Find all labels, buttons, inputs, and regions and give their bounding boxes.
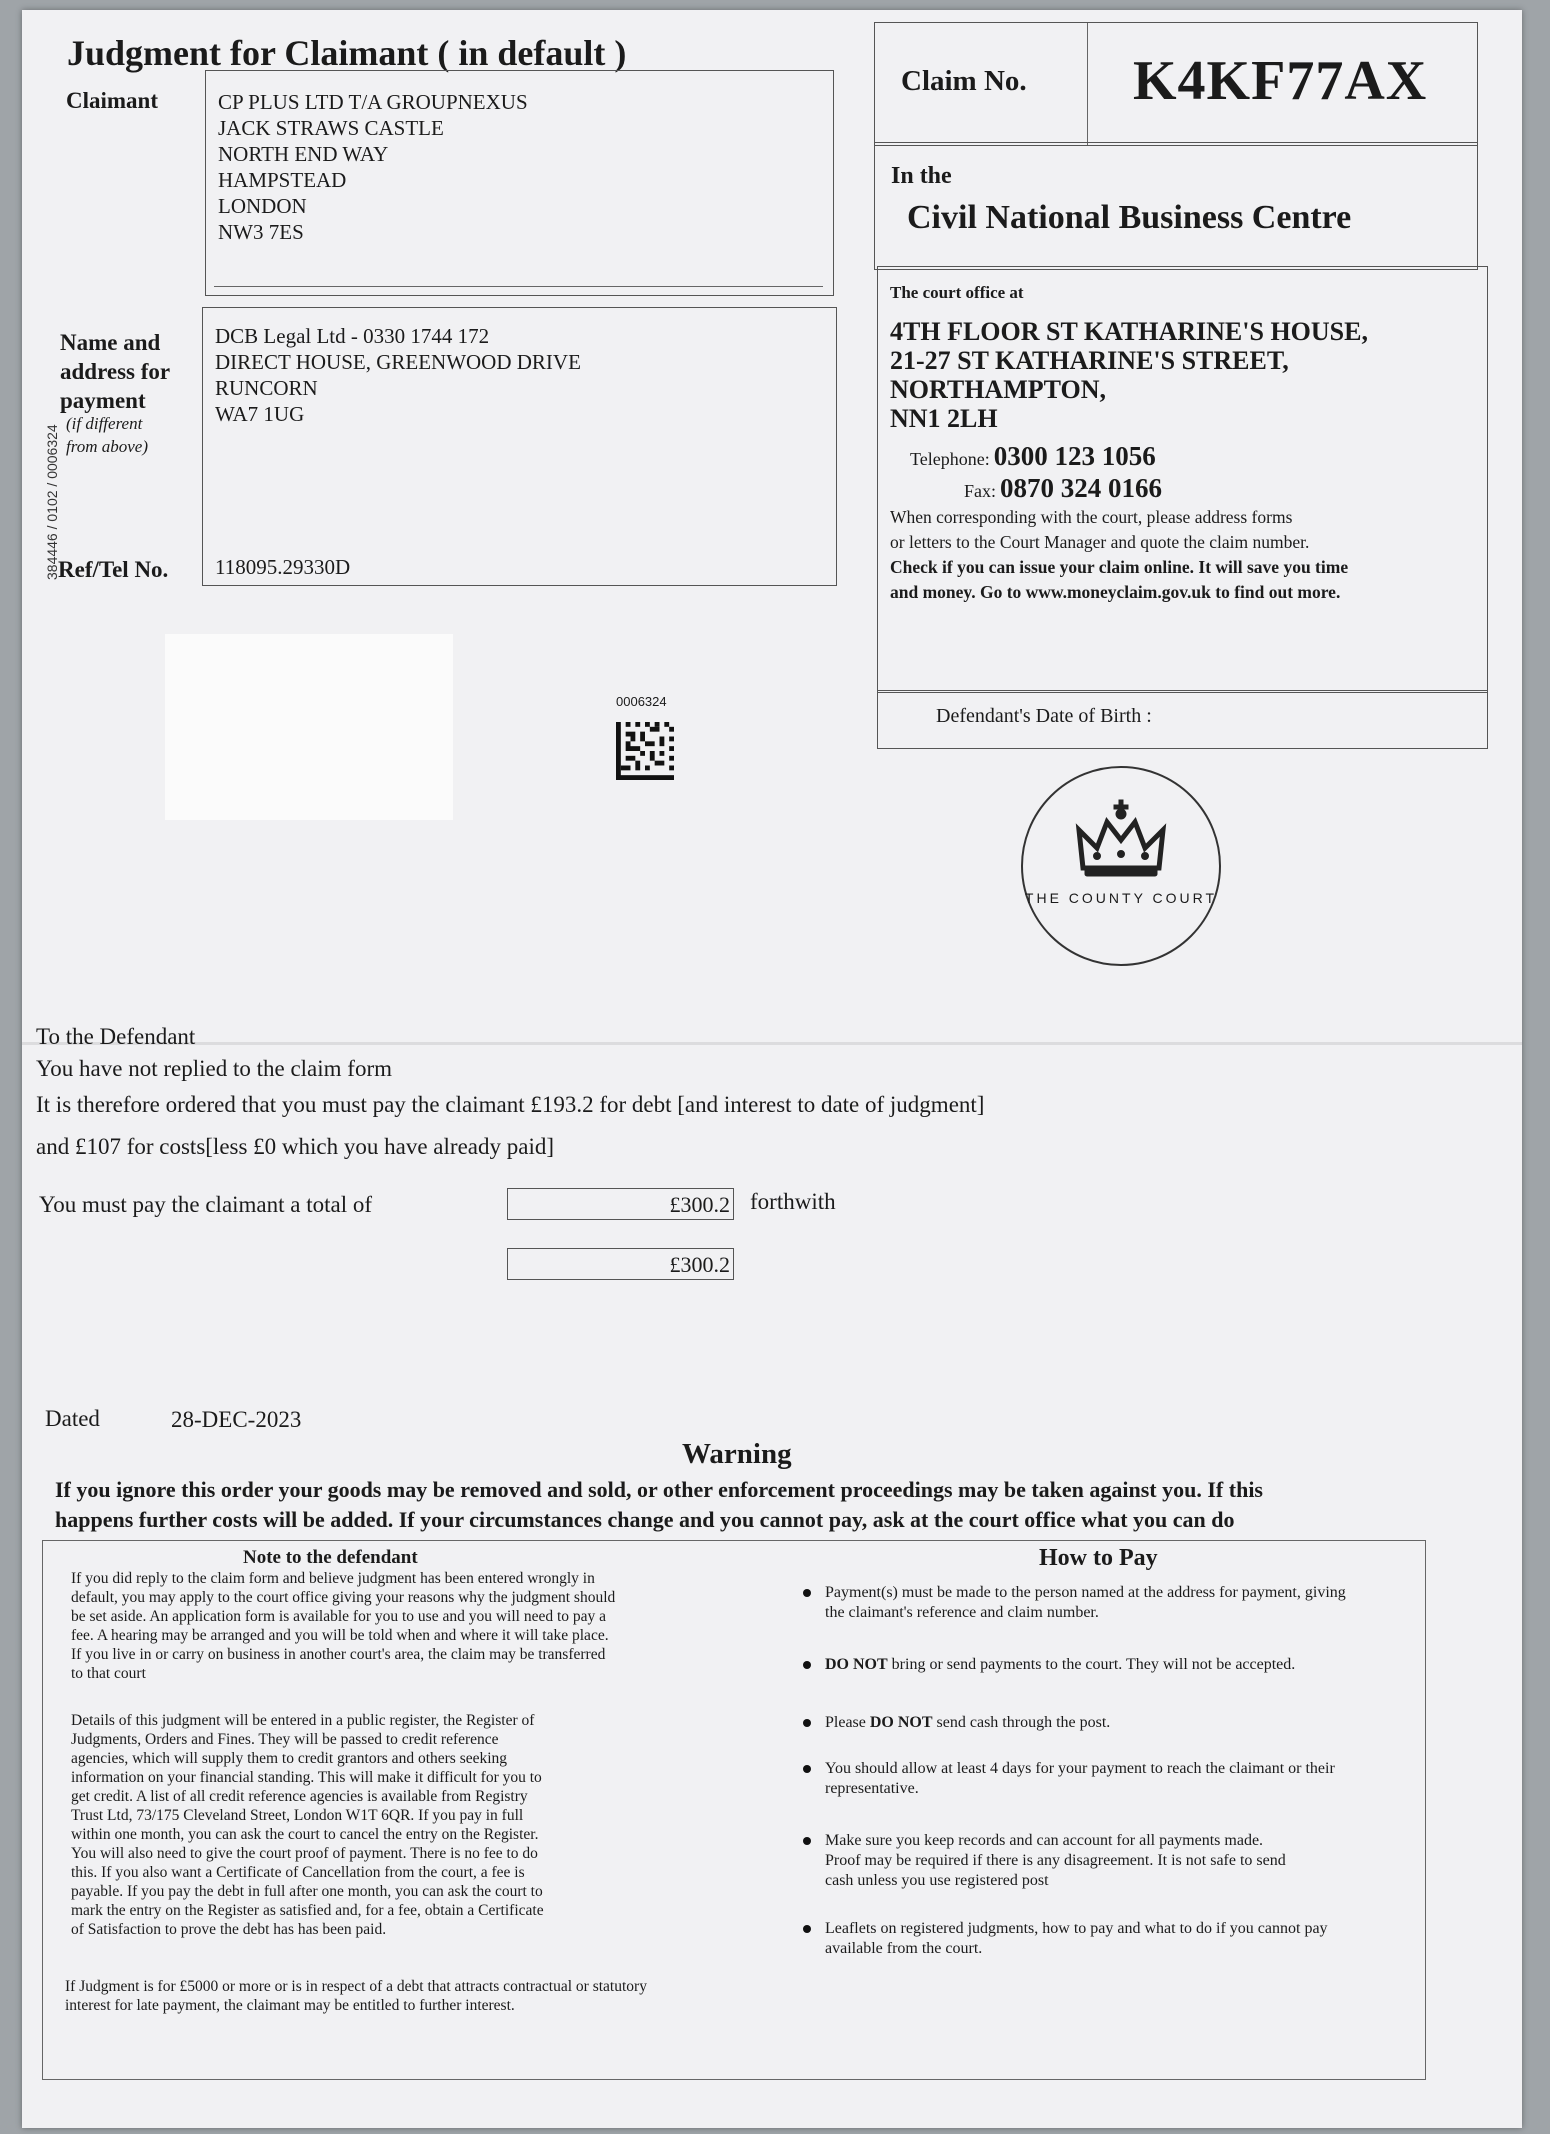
court-address-line: 4TH FLOOR ST KATHARINE'S HOUSE, xyxy=(890,317,1368,346)
note-line: You will also need to give the court proof of payment. There is no fee to do xyxy=(71,1845,538,1862)
county-court-seal xyxy=(1021,766,1221,966)
note-line: interest for late payment, the claimant may be entitled to further interest. xyxy=(65,1997,515,2014)
note-line: Trust Ltd, 73/175 Cleveland Street, London W1T 6QR. If you pay in full xyxy=(71,1807,524,1824)
note-paragraph-1 xyxy=(71,1569,731,1683)
pay-bullet-6 xyxy=(825,1919,1328,1959)
dob-box xyxy=(877,690,1488,749)
payment-address xyxy=(215,323,581,427)
in-the-label: In the xyxy=(891,163,952,189)
bullet-line: cash unless you use registered post xyxy=(825,1872,1049,1889)
court-address-line: 21-27 ST KATHARINE'S STREET, xyxy=(890,346,1289,375)
divider xyxy=(214,286,823,287)
note-line: If you live in or carry on business in another court's area, the claim may be transferred xyxy=(71,1646,606,1663)
paper-fold xyxy=(22,1042,1522,1045)
pay-bullet-2 xyxy=(825,1655,1295,1675)
dated-value: 28-DEC-2023 xyxy=(171,1407,302,1432)
note-line: If Judgment is for £5000 or more or is in respect of a debt that attracts contractual or statutory xyxy=(65,1978,647,1995)
bullet-line: representative. xyxy=(825,1780,919,1797)
payment-note xyxy=(66,412,148,458)
claimant-line: NW3 7ES xyxy=(218,220,304,244)
bullet-text: bring or send payments to the court. They will not be accepted. xyxy=(887,1656,1296,1673)
payment-label-line: address for xyxy=(60,359,171,384)
fax-label: Fax: xyxy=(964,481,997,501)
note-line: within one month, you can ask the court to cancel the entry on the Register. xyxy=(71,1826,539,1843)
court-name: Civil National Business Centre xyxy=(907,199,1352,236)
bullet-bold: DO NOT xyxy=(825,1656,888,1673)
note-line: default, you may apply to the court office giving your reasons why the judgment should xyxy=(71,1589,616,1606)
order-line-1: It is therefore ordered that you must pay the claimant £193.2 for debt [and interest to date of judgment] xyxy=(36,1092,985,1117)
payment-note-line: from above) xyxy=(66,437,148,456)
note-paragraph-3 xyxy=(65,1977,765,2015)
claimant-line: JACK STRAWS CASTLE xyxy=(218,116,444,140)
fax-number: 0870 324 0166 xyxy=(1000,473,1163,503)
court-address-line: NN1 2LH xyxy=(890,404,998,433)
payment-line: WA7 1UG xyxy=(215,402,305,426)
redacted-area xyxy=(165,634,453,820)
claimant-line: HAMPSTEAD xyxy=(218,168,347,192)
claimant-label: Claimant xyxy=(66,88,158,113)
forthwith-text: forthwith xyxy=(750,1189,836,1214)
court-box xyxy=(874,142,1478,270)
ref-label: Ref/Tel No. xyxy=(58,557,169,582)
warning-heading: Warning xyxy=(682,1438,792,1470)
bullet-bold: DO NOT xyxy=(869,1714,933,1731)
court-address-line: NORTHAMPTON, xyxy=(890,375,1106,404)
divider xyxy=(1087,23,1088,145)
fax-row xyxy=(964,473,1162,504)
dob-label: Defendant's Date of Birth : xyxy=(936,705,1152,727)
payment-box xyxy=(202,307,837,586)
claimant-line: LONDON xyxy=(218,194,307,218)
barcode-number: 0006324 xyxy=(616,694,667,709)
payment-line: RUNCORN xyxy=(215,376,318,400)
pay-bullet-1 xyxy=(825,1583,1346,1623)
telephone-row xyxy=(910,441,1156,472)
correspondence-note xyxy=(890,505,1309,555)
notes-box xyxy=(42,1540,1426,2080)
payment-label-line: payment xyxy=(60,388,146,413)
claimant-box xyxy=(205,70,834,296)
bullet-line: Leaflets on registered judgments, how to pay and what to do if you cannot pay xyxy=(825,1920,1328,1937)
bullet-line: the claimant's reference and claim number. xyxy=(825,1604,1099,1621)
note-heading: Note to the defendant xyxy=(243,1547,418,1568)
payment-label-line: Name and xyxy=(60,330,161,355)
to-defendant: To the Defendant xyxy=(36,1024,196,1049)
pay-bullet-3 xyxy=(825,1713,1110,1733)
note-line: Details of this judgment will be entered in a public register, the Register of xyxy=(71,1712,535,1729)
total-label: You must pay the claimant a total of xyxy=(39,1192,373,1217)
claimant-line: NORTH END WAY xyxy=(218,142,389,166)
note-line: be set aside. An application form is available for you to use and you will need to pay a xyxy=(71,1608,607,1625)
warning-line: If you ignore this order your goods may be removed and sold, or other enforcement proceedings may be taken against you. If this xyxy=(55,1477,1263,1502)
note-line: to that court xyxy=(71,1665,146,1682)
dated-label: Dated xyxy=(45,1406,100,1431)
pay-bullet-4 xyxy=(825,1759,1335,1799)
document-title: Judgment for Claimant ( in default ) xyxy=(67,33,627,73)
note-line: payable. If you pay the debt in full after one month, you can ask the court to xyxy=(71,1883,543,1900)
payment-line: DCB Legal Ltd - 0330 1744 172 xyxy=(215,324,490,348)
claim-number: K4KF77AX xyxy=(1133,50,1428,112)
online-line: and money. Go to www.moneyclaim.gov.uk to find out more. xyxy=(890,582,1341,602)
note-line: this. If you also want a Certificate of Cancellation from the court, a fee is xyxy=(71,1864,525,1881)
warning-text xyxy=(55,1475,1505,1535)
bullet-line: You should allow at least 4 days for your payment to reach the claimant or their xyxy=(825,1760,1335,1777)
claimant-address xyxy=(218,89,528,245)
claim-number-label: Claim No. xyxy=(901,65,1027,97)
crown-icon xyxy=(1023,768,1219,964)
payment-label xyxy=(60,328,170,415)
correspondence-line: When corresponding with the court, please address forms xyxy=(890,507,1293,527)
total-amount: £300.2 xyxy=(507,1188,734,1220)
bullet-line: Proof may be required if there is any disagreement. It is not safe to send xyxy=(825,1852,1286,1869)
warning-line: happens further costs will be added. If your circumstances change and you cannot pay, ask at the court office what you can do xyxy=(55,1507,1235,1532)
telephone-number: 0300 123 1056 xyxy=(993,441,1156,471)
ref-value: 118095.29330D xyxy=(215,555,351,579)
not-replied-text: You have not replied to the claim form xyxy=(36,1056,393,1081)
note-line: Judgments, Orders and Fines. They will be passed to credit reference xyxy=(71,1731,499,1748)
correspondence-line: or letters to the Court Manager and quote the claim number. xyxy=(890,532,1310,552)
note-line: get credit. A list of all credit reference agencies is available from Registry xyxy=(71,1788,528,1805)
note-line: information on your financial standing. This will make it difficult for you to xyxy=(71,1769,542,1786)
margin-reference: 384446 / 0102 / 0006324 xyxy=(44,424,60,580)
pay-bullet-5 xyxy=(825,1831,1286,1891)
how-to-pay-heading: How to Pay xyxy=(1039,1545,1158,1571)
court-office-label: The court office at xyxy=(890,283,1024,302)
bullet-line: available from the court. xyxy=(825,1940,983,1957)
judgment-document xyxy=(22,10,1522,2128)
note-line: If you did reply to the claim form and believe judgment has been entered wrongly in xyxy=(71,1570,595,1587)
bullet-text: send cash through the post. xyxy=(932,1714,1111,1731)
note-line: of Satisfaction to prove the debt has has been paid. xyxy=(71,1921,387,1938)
court-office-box xyxy=(877,266,1488,693)
payment-note-line: (if different xyxy=(66,414,143,433)
bullet-line: Payment(s) must be made to the person named at the address for payment, giving xyxy=(825,1584,1346,1601)
note-line: agencies, which will supply them to credit grantors and others seeking xyxy=(71,1750,508,1767)
online-note xyxy=(890,555,1348,605)
note-paragraph-2 xyxy=(71,1711,731,1939)
bullet-text: Please xyxy=(825,1714,870,1731)
total-amount-2: £300.2 xyxy=(507,1248,734,1280)
datamatrix-code xyxy=(616,722,674,780)
online-line: Check if you can issue your claim online. It will save you time xyxy=(890,557,1349,577)
claim-number-box xyxy=(874,22,1478,146)
court-office-address xyxy=(890,317,1368,433)
claimant-line: CP PLUS LTD T/A GROUPNEXUS xyxy=(218,90,528,114)
seal-text: THE COUNTY COURT xyxy=(1024,890,1218,906)
telephone-label: Telephone: xyxy=(910,449,990,469)
note-line: mark the entry on the Register as satisfied and, for a fee, obtain a Certificate xyxy=(71,1902,544,1919)
payment-line: DIRECT HOUSE, GREENWOOD DRIVE xyxy=(215,350,581,374)
order-line-2: and £107 for costs[less £0 which you have already paid] xyxy=(36,1134,554,1159)
note-line: fee. A hearing may be arranged and you will be told when and where it will take place. xyxy=(71,1627,609,1644)
bullet-line: Make sure you keep records and can account for all payments made. xyxy=(825,1832,1264,1849)
